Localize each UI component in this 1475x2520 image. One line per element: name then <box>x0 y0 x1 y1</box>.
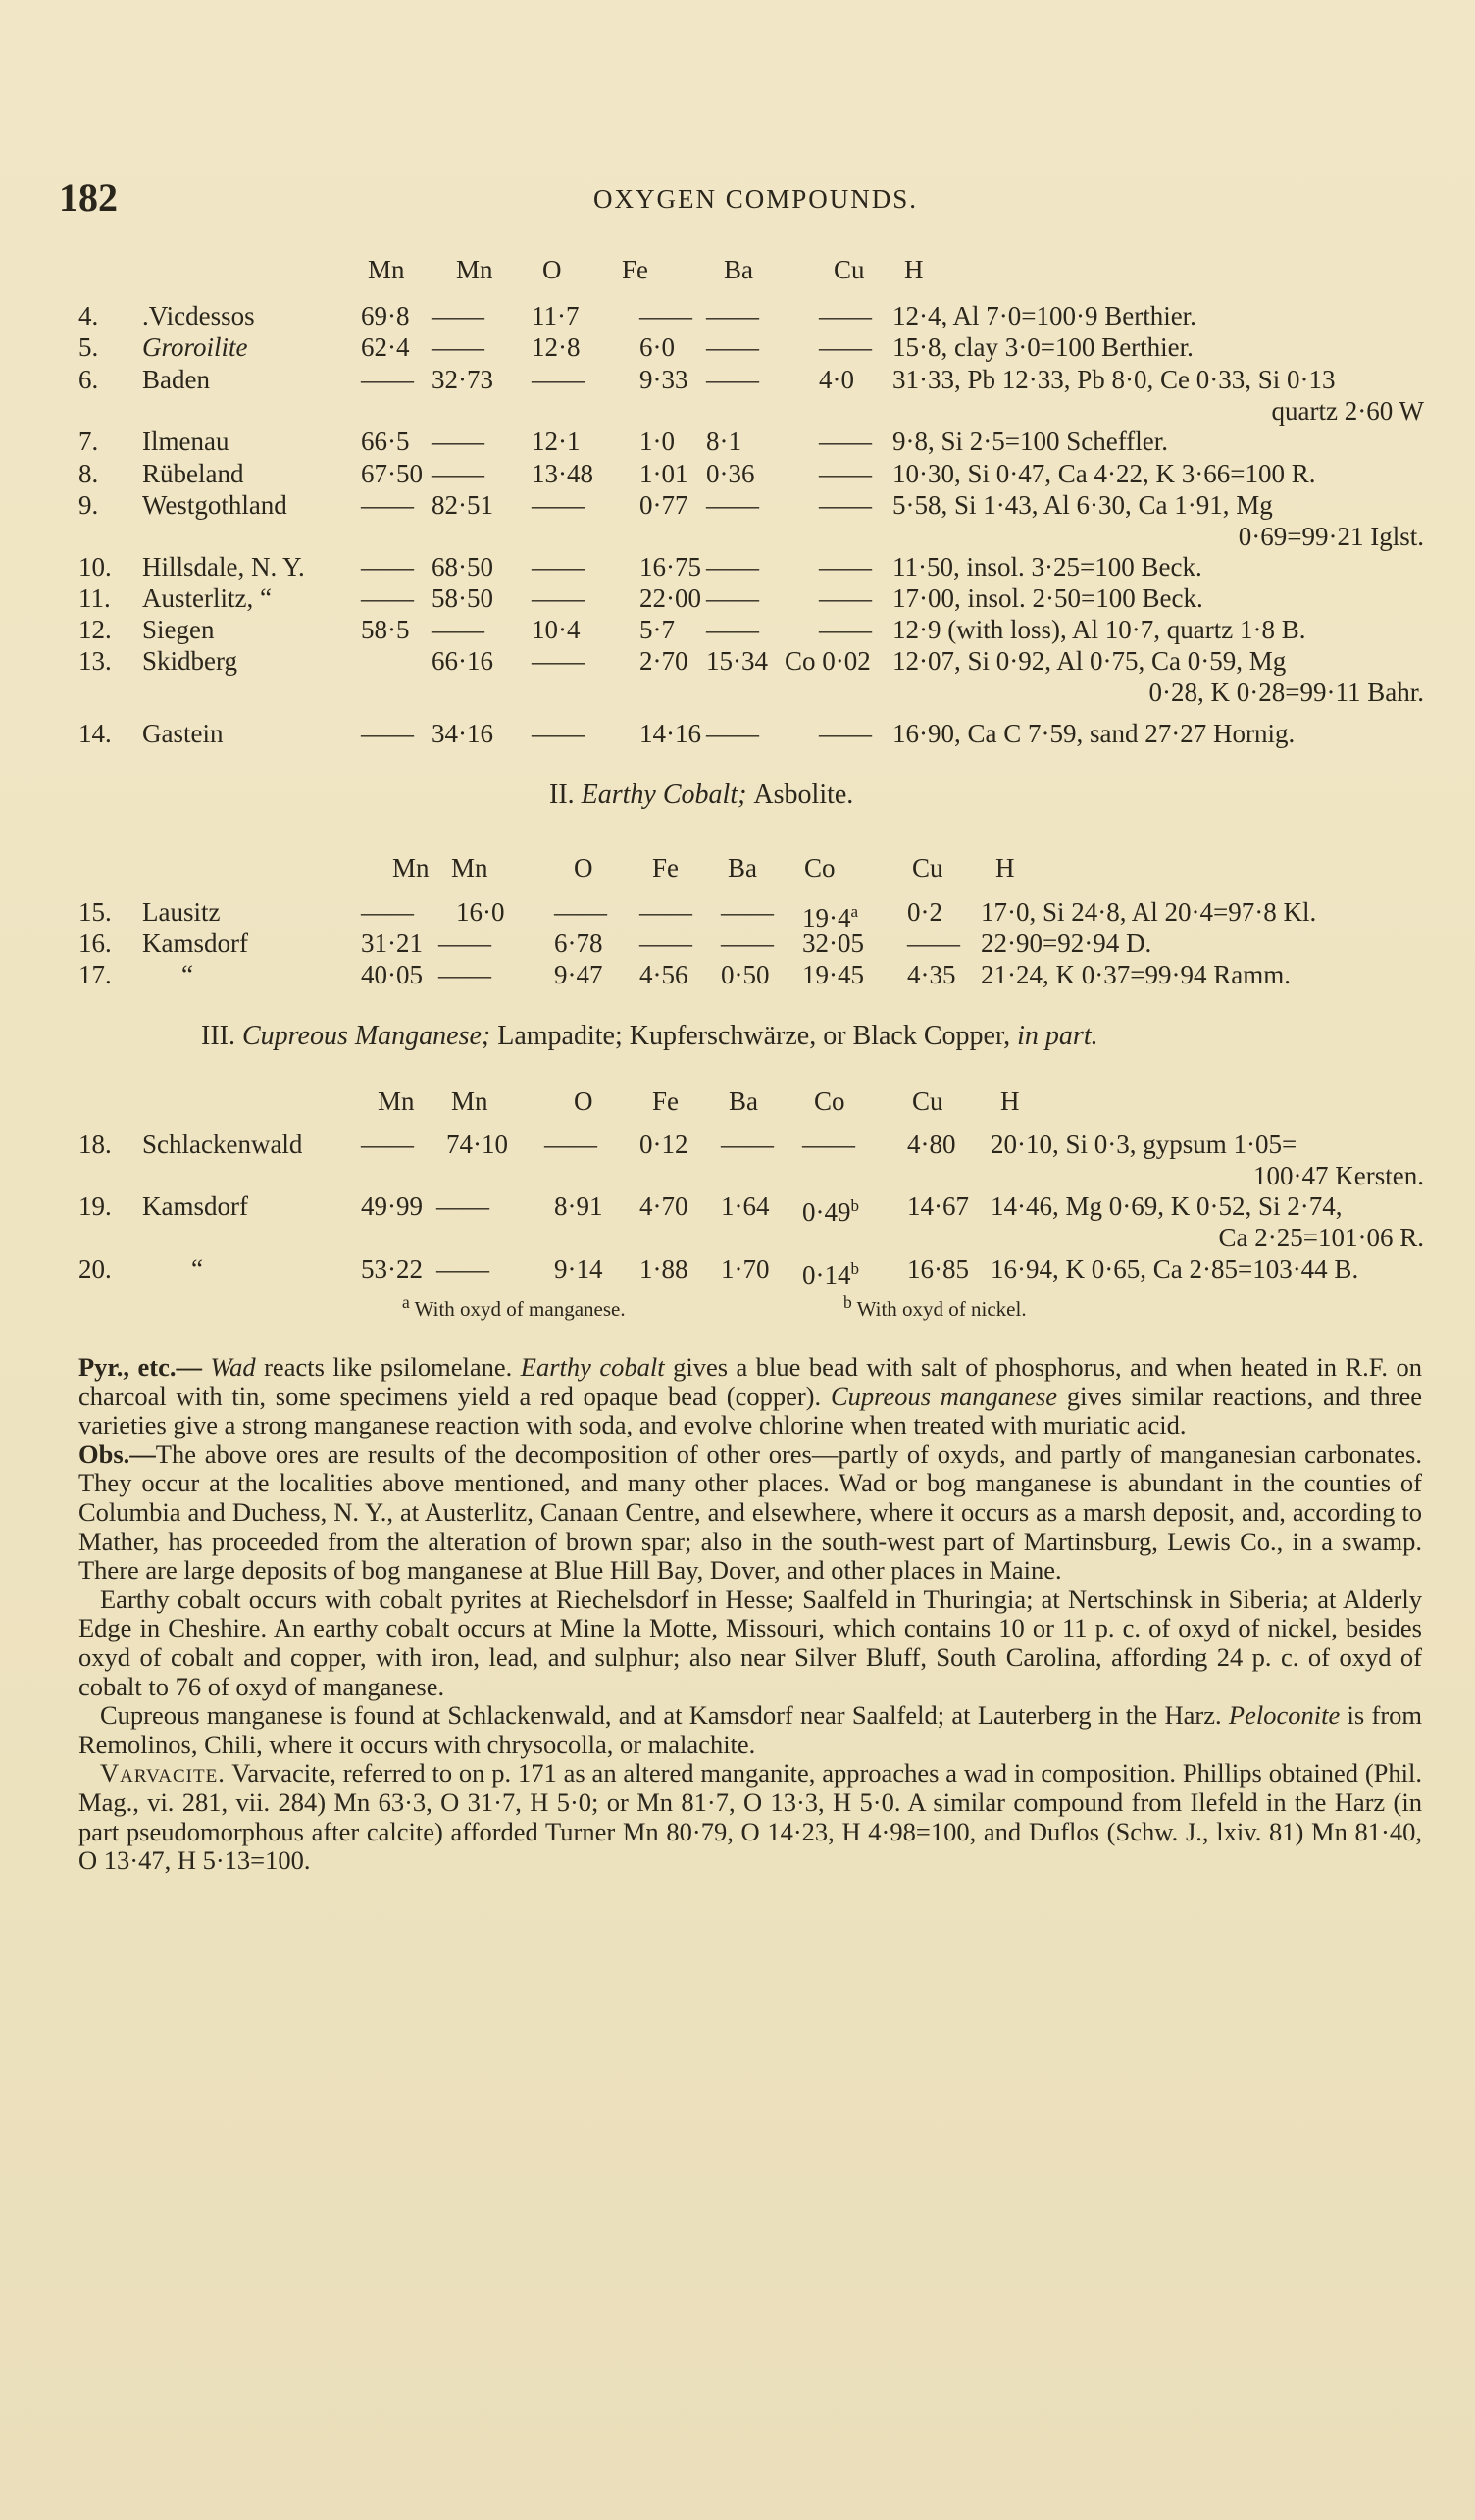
value-co: $0\cdot 49^b$ <box>802 1196 859 1227</box>
value-h-remarks: 17·00, insol. 2·50=100 Beck. <box>892 583 1203 613</box>
row-number: 18. <box>78 1130 112 1159</box>
value-h-remarks: 21·24, K 0·37=99·94 Ramm. <box>981 960 1291 989</box>
value-cu: —— <box>907 929 960 958</box>
value-ba: —— <box>706 332 759 362</box>
value-ba: —— <box>721 897 774 927</box>
locality: Hillsdale, N. Y. <box>142 552 305 581</box>
locality: Skidberg <box>142 646 238 676</box>
value-fe: —— <box>639 897 692 927</box>
locality: Gastein <box>142 719 224 748</box>
col-header-s2-0: Mn <box>392 853 430 882</box>
col-header-s3-1: Mn <box>451 1086 488 1116</box>
value-fe: 4·70 <box>639 1191 688 1221</box>
value-o: 13·48 <box>532 459 593 488</box>
value-mn: —— <box>361 583 414 613</box>
col-header-1: Mn <box>456 255 493 284</box>
paragraph-observations: Obs.—The above ores are results of the decomposition of other ores—partly of oxyds, and partly of manganesian carbonates. They occur at the localities above mentioned, and many other places. Wad or bog manganese is abundant in the counties of Columbia and Duchess, N. Y., at Austerlitz, Canaan Centre, and elsewhere, where it occurs as a marsh deposit, and, according to Mather, has proceeded from the alteration of brown spar; also in the south-west part of Martinsburg, Lewis Co., in a swamp. There are large deposits of bog manganese at Blue Hill Bay, Dover, and other places in Maine. <box>78 1438 1422 1586</box>
col-header-2: O <box>542 255 562 284</box>
value-mn: 58·5 <box>361 615 410 644</box>
footnote-a: $^a$ With oxyd of manganese. <box>402 1292 626 1321</box>
locality: Baden <box>142 365 210 394</box>
value-fe: 2·70 <box>639 646 688 676</box>
col-header-s2-2: O <box>574 853 593 882</box>
value-mn: —— <box>361 490 414 520</box>
col-header-s3-4: Ba <box>729 1086 758 1116</box>
value-ba: —— <box>706 583 759 613</box>
row-number: 19. <box>78 1191 112 1221</box>
value-ba: 1·64 <box>721 1191 770 1221</box>
value-mn2: 58·50 <box>432 583 493 613</box>
value-h-remarks: 22·90=92·94 D. <box>981 929 1152 958</box>
remarks-continued: 0·28, K 0·28=99·11 Bahr. <box>1148 678 1424 707</box>
value-fe: 0·77 <box>639 490 688 520</box>
value-mn: —— <box>361 365 414 394</box>
value-mn2: —— <box>436 1254 489 1284</box>
col-header-s3-0: Mn <box>378 1086 415 1116</box>
value-h-remarks: 17·0, Si 24·8, Al 20·4=97·8 Kl. <box>981 897 1317 927</box>
row-number: 11. <box>78 583 111 613</box>
value-h-remarks: 16·90, Ca C 7·59, sand 27·27 Hornig. <box>892 719 1296 748</box>
col-header-s2-1: Mn <box>451 853 488 882</box>
value-cu: —— <box>819 552 872 581</box>
row-number: 7. <box>78 427 99 456</box>
col-header-s3-2: O <box>574 1086 593 1116</box>
value-h-remarks: 12·9 (with loss), Al 10·7, quartz 1·8 B. <box>892 615 1306 644</box>
value-ba: 0·36 <box>706 459 755 488</box>
value-mn: 53·22 <box>361 1254 423 1284</box>
value-mn2: —— <box>436 1191 489 1221</box>
value-o: —— <box>554 897 607 927</box>
value-mn: 62·4 <box>361 332 410 362</box>
value-cu: —— <box>819 301 872 330</box>
value-ba: —— <box>706 490 759 520</box>
value-ba: —— <box>706 615 759 644</box>
col-header-s3-6: Cu <box>912 1086 943 1116</box>
value-o: —— <box>532 646 585 676</box>
row-number: 4. <box>78 301 99 330</box>
value-fe: 22·00 <box>639 583 701 613</box>
value-mn2: —— <box>432 427 484 456</box>
row-number: 12. <box>78 615 112 644</box>
col-header-4: Ba <box>724 255 753 284</box>
value-mn2: 74·10 <box>446 1130 508 1159</box>
value-mn: —— <box>361 897 414 927</box>
value-h-remarks: 16·94, K 0·65, Ca 2·85=103·44 B. <box>991 1254 1359 1284</box>
value-mn2: 32·73 <box>432 365 493 394</box>
value-fe: —— <box>639 301 692 330</box>
value-h-remarks: 12·07, Si 0·92, Al 0·75, Ca 0·59, Mg <box>892 646 1287 676</box>
col-header-s2-4: Ba <box>728 853 757 882</box>
value-mn: —— <box>361 719 414 748</box>
value-co: —— <box>802 1130 855 1159</box>
value-fe: 16·75 <box>639 552 701 581</box>
value-fe: —— <box>639 929 692 958</box>
value-mn2: 16·0 <box>456 897 505 927</box>
value-mn2: —— <box>432 615 484 644</box>
remarks-continued: 100·47 Kersten. <box>1253 1161 1424 1190</box>
value-mn: —— <box>361 1130 414 1159</box>
value-h-remarks: 14·46, Mg 0·69, K 0·52, Si 2·74, <box>991 1191 1343 1221</box>
value-mn2: —— <box>438 929 491 958</box>
value-ba: 15·34 <box>706 646 768 676</box>
value-cu: 4·80 <box>907 1130 956 1159</box>
body-text <box>78 1353 1422 1876</box>
locality: Groroilite <box>142 332 248 362</box>
value-mn: 49·99 <box>361 1191 423 1221</box>
value-o: —— <box>532 719 585 748</box>
value-mn: 40·05 <box>361 960 423 989</box>
value-fe: 1·88 <box>639 1254 688 1284</box>
value-fe: 14·16 <box>639 719 701 748</box>
col-header-5: Cu <box>834 255 865 284</box>
value-ba: —— <box>706 552 759 581</box>
row-number: 6. <box>78 365 99 394</box>
value-ba: —— <box>706 365 759 394</box>
value-fe: 4·56 <box>639 960 688 989</box>
row-number: 20. <box>78 1254 112 1284</box>
value-h-remarks: 11·50, insol. 3·25=100 Beck. <box>892 552 1202 581</box>
value-fe: 1·0 <box>639 427 675 456</box>
row-number: 5. <box>78 332 99 362</box>
locality: “ <box>191 1254 203 1284</box>
row-number: 15. <box>78 897 112 927</box>
paragraph-pyrognostics: Pyr., etc.— Wad reacts like psilomelane. Earthy cobalt gives a blue bead with salt of phosphorus, and when heated in R.F. on charcoal with tin, some specimens yield a red opaque bead (copper). Cupreous manganese gives similar reactions, and three varieties give a strong manganese reaction with soda, and evolve chlorine when treated with muriatic acid. <box>78 1352 1423 1440</box>
page-number: 182 <box>59 176 118 220</box>
value-o: 12·1 <box>532 427 581 456</box>
value-ba: —— <box>706 719 759 748</box>
paragraph-varvacite: Varvacite. Varvacite, referred to on p. 171 as an altered manganite, approaches a wad in composition. Phillips obtained (Phil. Mag., vi. 281, vii. 284) Mn 63·3, O 31·7, H 5·0; or Mn 81·7, O 13·3, H 5·0. A similar compound from Ilefeld in the Harz (in part pseudomorphous after calcite) afforded Turner Mn 80·79, O 14·23, H 4·98=100, and Duflos (Schw. J., lxiv. 81) Mn 81·40, O 13·47, H 5·13=100. <box>78 1758 1422 1876</box>
value-cu: —— <box>819 719 872 748</box>
col-header-3: Fe <box>622 255 648 284</box>
value-fe: 5·7 <box>639 615 675 644</box>
paragraph-earthy-cobalt: Earthy cobalt occurs with cobalt pyrites at Riechelsdorf in Hesse; Saalfeld in Thuringia; at Nertschinsk in Siberia; at Alderly Edge in Cheshire. An earthy cobalt occurs at Mine la Motte, Missouri, which contains 10 or 11 p. c. of oxyd of nickel, besides oxyd of cobalt and copper, with iron, lead, and sulphur; also near Silver Bluff, South Carolina, affording 24 p. c. of oxyd of cobalt to 76 of oxyd of manganese. <box>78 1584 1422 1701</box>
value-mn2: —— <box>438 960 491 989</box>
col-header-s3-7: H <box>1000 1086 1020 1116</box>
value-cu: 4·0 <box>819 365 854 394</box>
value-o: 12·8 <box>532 332 581 362</box>
value-o: —— <box>532 552 585 581</box>
value-h-remarks: 5·58, Si 1·43, Al 6·30, Ca 1·91, Mg <box>892 490 1273 520</box>
value-cu: 4·35 <box>907 960 956 989</box>
remarks-continued: Ca 2·25=101·06 R. <box>1218 1223 1424 1252</box>
value-o: 6·78 <box>554 929 603 958</box>
value-mn2: —— <box>432 301 484 330</box>
locality: Schlackenwald <box>142 1130 303 1159</box>
value-cu: —— <box>819 427 872 456</box>
value-cu: Co 0·02 <box>785 646 871 676</box>
value-cu: —— <box>819 459 872 488</box>
value-fe: 9·33 <box>639 365 688 394</box>
section-title-earthy-cobalt: II. Earthy Cobalt; Asbolite. <box>549 780 854 810</box>
row-number: 14. <box>78 719 112 748</box>
row-number: 16. <box>78 929 112 958</box>
value-cu: 0·2 <box>907 897 942 927</box>
locality: Lausitz <box>142 897 221 927</box>
value-cu: 16·85 <box>907 1254 969 1284</box>
value-mn2: 68·50 <box>432 552 493 581</box>
value-cu: 14·67 <box>907 1191 969 1221</box>
remarks-continued: quartz 2·60 W <box>1271 396 1424 426</box>
value-co: $19\cdot 4^a$ <box>802 902 859 932</box>
value-cu: —— <box>819 332 872 362</box>
value-co: 19·45 <box>802 960 864 989</box>
col-header-6: H <box>904 255 924 284</box>
value-mn: —— <box>361 552 414 581</box>
value-h-remarks: 15·8, clay 3·0=100 Berthier. <box>892 332 1194 362</box>
value-h-remarks: 10·30, Si 0·47, Ca 4·22, K 3·66=100 R. <box>892 459 1316 488</box>
value-fe: 1·01 <box>639 459 688 488</box>
value-h-remarks: 9·8, Si 2·5=100 Scheffler. <box>892 427 1168 456</box>
value-o: 8·91 <box>554 1191 603 1221</box>
col-header-0: Mn <box>368 255 405 284</box>
paragraph-cupreous-manganese: Cupreous manganese is found at Schlackenwald, and at Kamsdorf near Saalfeld; at Lauterberg in the Harz. Peloconite is from Remolinos, Chili, where it occurs with chrysocolla, or malachite. <box>78 1700 1423 1759</box>
section-title-cupreous-manganese: III. Cupreous Manganese; Lampadite; Kupferschwärze, or Black Copper, in part. <box>201 1021 1098 1051</box>
col-header-s3-5: Co <box>814 1086 845 1116</box>
value-mn2: 82·51 <box>432 490 493 520</box>
value-mn2: —— <box>432 459 484 488</box>
value-mn: 67·50 <box>361 459 423 488</box>
locality: Siegen <box>142 615 215 644</box>
locality: “ <box>181 960 193 989</box>
value-o: —— <box>544 1130 597 1159</box>
value-fe: 0·12 <box>639 1130 688 1159</box>
remarks-continued: 0·69=99·21 Iglst. <box>1238 522 1424 551</box>
col-header-s2-6: Cu <box>912 853 943 882</box>
value-mn: 69·8 <box>361 301 410 330</box>
value-h-remarks: 31·33, Pb 12·33, Pb 8·0, Ce 0·33, Si 0·13 <box>892 365 1336 394</box>
locality: Austerlitz, “ <box>142 583 272 613</box>
value-o: 9·14 <box>554 1254 603 1284</box>
value-o: 9·47 <box>554 960 603 989</box>
value-ba: —— <box>721 929 774 958</box>
value-cu: —— <box>819 615 872 644</box>
row-number: 17. <box>78 960 112 989</box>
value-ba: —— <box>706 301 759 330</box>
value-h-remarks: 20·10, Si 0·3, gypsum 1·05= <box>991 1130 1297 1159</box>
value-mn2: 66·16 <box>432 646 493 676</box>
value-o: 11·7 <box>532 301 580 330</box>
locality: Ilmenau <box>142 427 229 456</box>
row-number: 9. <box>78 490 99 520</box>
value-co: $0\cdot 14^b$ <box>802 1259 859 1289</box>
locality: .Vicdessos <box>142 301 255 330</box>
value-mn: 31·21 <box>361 929 423 958</box>
value-h-remarks: 12·4, Al 7·0=100·9 Berthier. <box>892 301 1196 330</box>
col-header-s3-3: Fe <box>652 1086 679 1116</box>
col-header-s2-5: Co <box>804 853 836 882</box>
value-ba: 8·1 <box>706 427 741 456</box>
value-o: 10·4 <box>532 615 581 644</box>
value-cu: —— <box>819 583 872 613</box>
value-mn2: —— <box>432 332 484 362</box>
locality: Rübeland <box>142 459 244 488</box>
row-number: 13. <box>78 646 112 676</box>
footnote-b: $^b$ With oxyd of nickel. <box>843 1292 1027 1321</box>
col-header-s2-7: H <box>995 853 1015 882</box>
locality: Kamsdorf <box>142 1191 248 1221</box>
value-o: —— <box>532 365 585 394</box>
locality: Kamsdorf <box>142 929 248 958</box>
col-header-s2-3: Fe <box>652 853 679 882</box>
value-ba: 0·50 <box>721 960 770 989</box>
value-co: 32·05 <box>802 929 864 958</box>
row-number: 8. <box>78 459 99 488</box>
value-ba: 1·70 <box>721 1254 770 1284</box>
value-mn: 66·5 <box>361 427 410 456</box>
row-number: 10. <box>78 552 112 581</box>
value-fe: 6·0 <box>639 332 675 362</box>
running-title: OXYGEN COMPOUNDS. <box>593 184 919 214</box>
value-mn2: 34·16 <box>432 719 493 748</box>
value-o: —— <box>532 490 585 520</box>
value-ba: —— <box>721 1130 774 1159</box>
value-o: —— <box>532 583 585 613</box>
value-cu: —— <box>819 490 872 520</box>
locality: Westgothland <box>142 490 287 520</box>
